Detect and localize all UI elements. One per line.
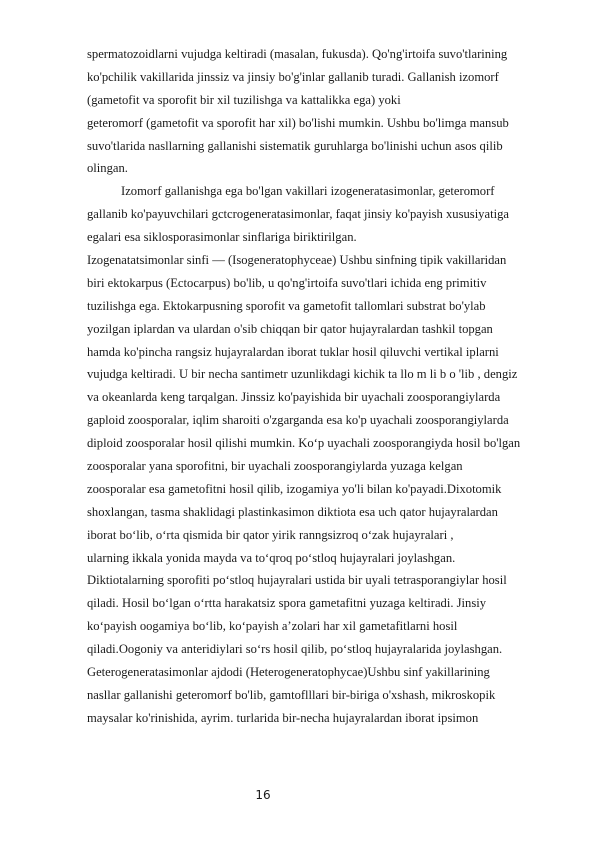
text-line: Geterogeneratasimonlar ajdodi (Heterogeneratophycae)Ushbu sinf yakillarining	[87, 665, 490, 680]
text-line: yozilgan iplardan va ulardan o'sib chiqqan bir qator hujayralardan tashkil topgan	[87, 321, 493, 336]
text-line: olingan.	[87, 161, 128, 176]
text-line-paragraph-start: Izomorf gallanishga ega bo'lgan vakillari izogeneratasimonlar, geteromorf	[121, 184, 495, 199]
text-line: tuzilishga ega. Ektokarpusning sporofit va gametofit tallomlari substrat bo'ylab	[87, 298, 486, 313]
text-line: iborat bo‘lib, o‘rta qismida bir qator yirik ranngsizroq o‘zak hujayralari ,	[87, 527, 454, 542]
text-line: qiladi. Hosil bo‘lgan o‘rtta harakatsiz spora gametafitni yuzaga keltiradi. Jinsiy	[87, 596, 487, 611]
text-line: spermatozoidlarni vujudga keltiradi (masalan, fukusda). Qo'ng'irtoifa suvo'tlarining	[87, 47, 508, 61]
text-line: zoosporalar yana sporofitni, bir uyachali zoosporangiylarda yuzaga kelgan	[87, 459, 463, 474]
text-line: diploid zoosporalar hosil qilishi mumkin. Ko‘p uyachali zoosporangiyda hosil bo'lgan	[87, 436, 521, 451]
text-line: va okeanlarda keng tarqalgan. Jinssiz ko'payishida bir uyachali zoosporangiylarda	[87, 390, 501, 405]
text-line: suvo'tlarida nasllarning gallanishi sistematik guruhlarga bo'linishi uchun asos qilib	[87, 138, 503, 153]
text-line: ko'pchilik vakillarida jinssiz va jinsiy bo'g'inlar gallanib turadi. Gallanish izomorf	[87, 69, 499, 84]
text-line: gaploid zoosporalar, iqlim sharoiti o'zgarganda esa ko'p uyachali zoosporangiylarda	[87, 413, 509, 428]
text-line: nasllar gallanishi geteromorf bo'lib, gamtoflllari bir-biriga o'xshash, mikroskopik	[87, 687, 496, 702]
text-line: zoosporalar esa gametofitni hosil qilib, izogamiya yo'li bilan ko'payadi.Dixotomik	[87, 481, 502, 496]
text-line: hamda ko'pincha rangsiz hujayralardan iborat tuklar hosil qiluvchi vertikal iplarni	[87, 344, 499, 359]
text-line: Diktiotalarning sporofiti po‘stloq hujayralari ustida bir uyali tetrasporangiylar hosil	[87, 573, 507, 588]
text-line: ularning ikkala yonida mayda va to‘qroq po‘stloq hujayralari joylashgan.	[87, 550, 456, 565]
page-number: 16	[255, 788, 271, 802]
text-line: qiladi.Oogoniy va anteridiylari so‘rs hosil qilib, po‘stloq hujayralarida joylashgan.	[87, 642, 503, 657]
text-line: shoxlangan, tasma shaklidagi plastinkasimon diktiota esa uch qator hujayralardan	[87, 504, 498, 519]
text-line: gallanib ko'payuvchilari gctcrogeneratasimonlar, faqat jinsiy ko'payish xususiyatiga	[87, 207, 509, 222]
text-line: vujudga keltiradi. U bir necha santimetr uzunlikdagi kichik ta llo m li b o 'lib , dengiz	[87, 367, 518, 382]
text-line: (gametofit va sporofit bir xil tuzilishga va kattalikka ega) yoki	[87, 92, 401, 107]
body-text	[87, 43, 587, 730]
text-line: biri ektokarpus (Ectocarpus) bo'lib, u qo'ng'irtoifa suvo'tlari ichida eng primitiv	[87, 275, 487, 290]
text-line: Izogenatatsimonlar sinfi — (Isogeneratophyceae) Ushbu sinfning tipik vakillaridan	[87, 253, 507, 268]
text-line: ko‘payish oogamiya bo‘lib, ko‘payish a’zolari har xil gametafitlarni hosil	[87, 619, 458, 634]
text-line: geteromorf (gametofit va sporofit har xil) bo'lishi mumkin. Ushbu bo'limga mansub	[87, 115, 509, 130]
text-line: maysalar ko'rinishida, ayrim. turlarida bir-necha hujayralardan iborat ipsimon	[87, 710, 479, 725]
text-line: egalari esa siklosporasimonlar sinflariga biriktirilgan.	[87, 230, 357, 245]
